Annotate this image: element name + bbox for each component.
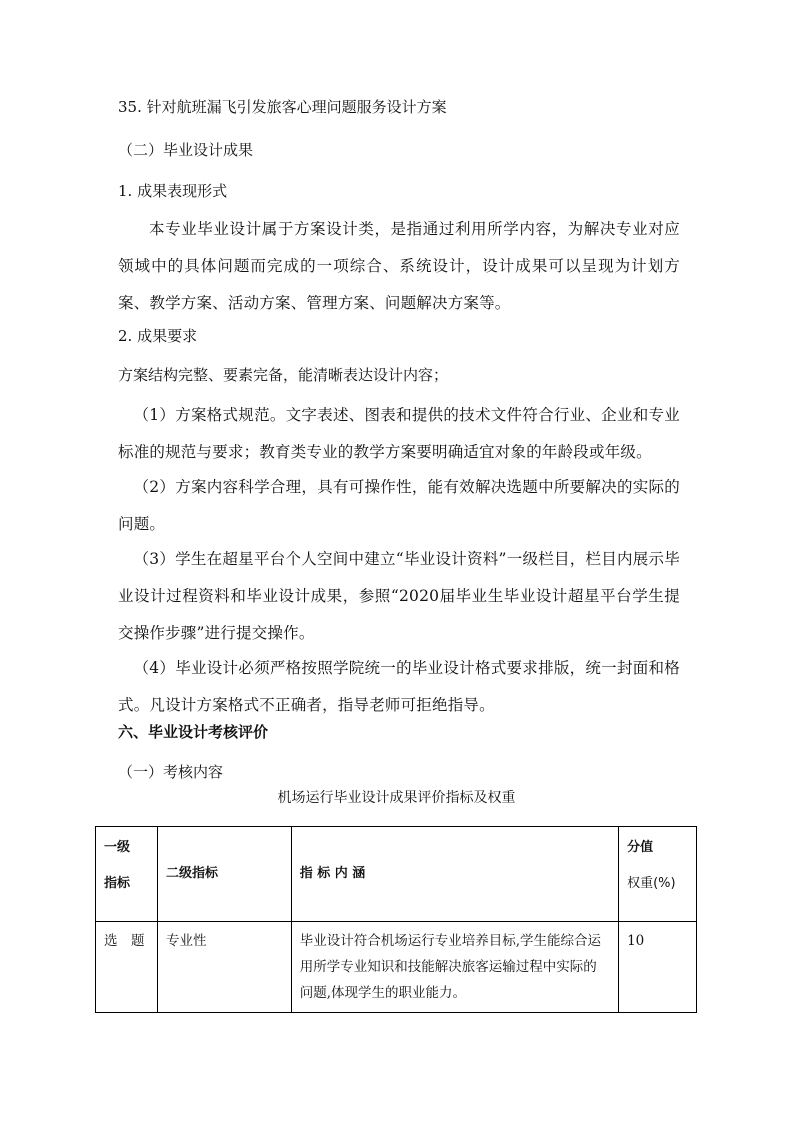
- section-results: （二）毕业设计成果: [118, 141, 254, 159]
- paragraph-1: 本专业毕业设计属于方案设计类，是指通过利用所学内容，为解决专业对应领域中的具体问题而完成的一项综合、系统设计，设计成果可以呈现为计划方案、教学方案、活动方案、管理方案、问题解决方案等。: [118, 220, 680, 312]
- evaluation-table: [95, 826, 697, 1013]
- header-weight: [619, 827, 697, 922]
- section-6-heading: 六、毕业设计考核评价: [118, 723, 269, 741]
- header-meaning: 指 标 内 涵: [291, 827, 618, 922]
- subheading-2: 2. 成果要求: [118, 327, 198, 345]
- row1-level2: 专业性: [157, 922, 291, 1013]
- header-level1-line1: 一级: [104, 840, 131, 855]
- table-row: [96, 922, 697, 1013]
- requirement-4: （4）毕业设计必须严格按照学院统一的毕业设计格式要求排版，统一封面和格式。凡设计方案格式不正确者，指导老师可拒绝指导。: [118, 659, 680, 714]
- requirement-3: （3）学生在超星平台个人空间中建立“毕业设计资料”一级栏目，栏目内展示毕业设计过程资料和毕业设计成果，参照“2020届毕业生毕业设计超星平台学生提交操作步骤”进行提交操作。: [118, 550, 680, 642]
- row1-meaning: 毕业设计符合机场运行专业培养目标,学生能综合运用所学专业知识和技能解决旅客运输过程中实际的问题,体现学生的职业能力。: [291, 922, 618, 1013]
- row1-weight: 10: [619, 922, 697, 1013]
- table-caption: 机场运行毕业设计成果评价指标及权重: [277, 790, 516, 806]
- requirement-1: （1）方案格式规范。文字表述、图表和提供的技术文件符合行业、企业和专业标准的规范与要求；教育类专业的教学方案要明确适宜对象的年龄段或年级。: [118, 406, 680, 461]
- header-level2: 二级指标: [157, 827, 291, 922]
- header-level1-line2: 指标: [104, 876, 131, 891]
- subheading-1: 1. 成果表现形式: [118, 182, 228, 200]
- paragraph-2: 方案结构完整、要素完备，能清晰表达设计内容；: [118, 366, 449, 384]
- row1-level1: 选 题: [96, 922, 158, 1013]
- requirement-2: （2）方案内容科学合理，具有可操作性，能有效解决选题中所要解决的实际的问题。: [118, 478, 680, 533]
- header-level1: [96, 827, 158, 922]
- header-weight-line2: 权重(%): [627, 876, 676, 891]
- header-weight-line1: 分值: [627, 840, 654, 855]
- section-6-1-heading: （一）考核内容: [118, 763, 224, 781]
- table-header-row: [96, 827, 697, 922]
- heading: 35. 针对航班漏飞引发旅客心理问题服务设计方案: [118, 98, 447, 116]
